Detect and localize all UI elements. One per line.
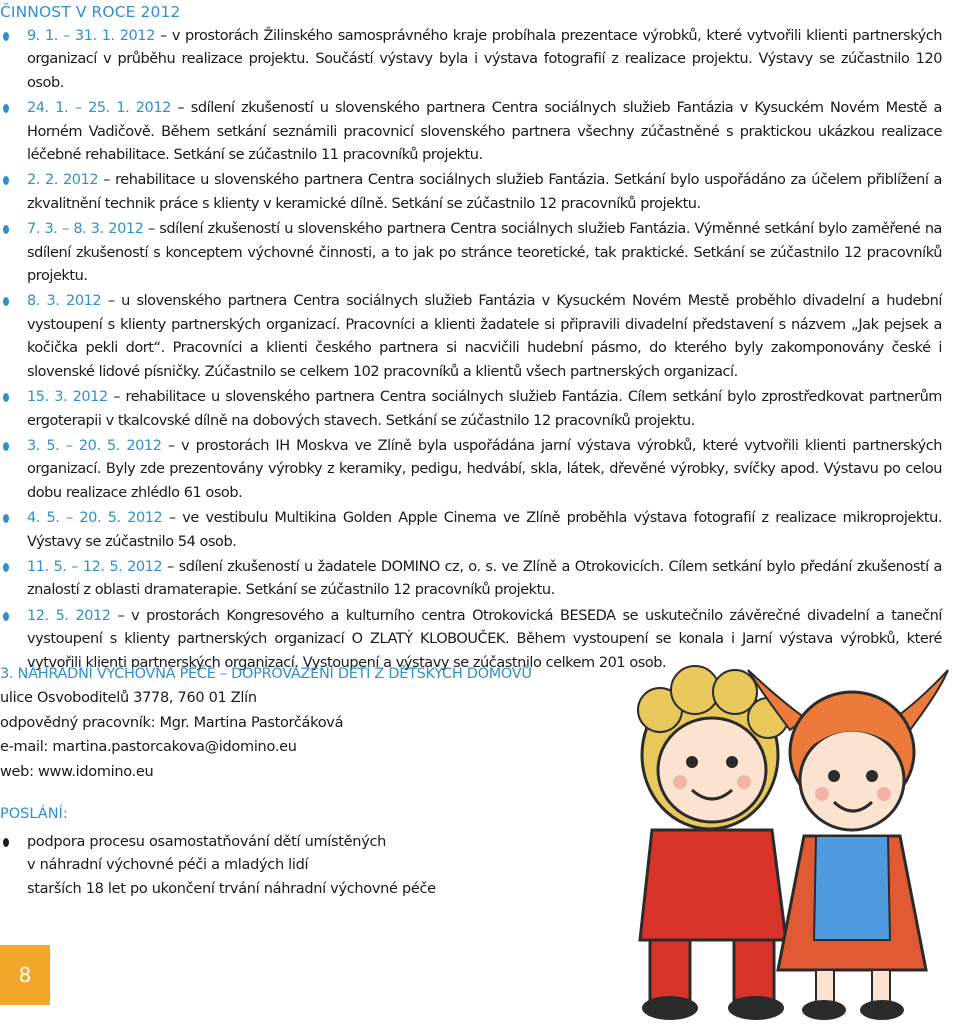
event-text: – sdílení zkušeností u slovenského partnera Centra sociálnych služieb Fantázia v Kysuckém Novém Mestě a Horném Vadičově. Během setkání seznámili pracovnicí slovenského partnera všechny zúčastněné s praktickou ukázkou realizace léčebné rehabilitace. Setkání se zúčastnilo 11 pracovníků projektu. <box>27 100 942 164</box>
list-item <box>0 290 942 384</box>
list-item <box>0 218 942 288</box>
event-text: – sdílení zkušeností u slovenského partnera Centra sociálnych služieb Fantázia. Výměnné setkání bylo zaměřené na sdílení zkušeností s konceptem výchovné činnosti, a to jak po stránce teoretické, tak praktické. Setkání se zúčastnilo 12 pracovníků projektu. <box>27 221 942 285</box>
events-list <box>0 25 942 677</box>
list-item <box>0 435 942 505</box>
event-date: 7. 3. – 8. 3. 2012 <box>27 221 144 238</box>
mission-line: podpora procesu osamostatňování dětí umístěných <box>27 834 387 850</box>
bullet-icon <box>3 225 9 234</box>
event-date: 24. 1. – 25. 1. 2012 <box>27 100 171 117</box>
mission-heading: POSLÁNÍ: <box>0 806 68 822</box>
mission-line: v náhradní výchovné péči a mladých lidí <box>27 857 309 874</box>
event-text: – sdílení zkušeností u žadatele DOMINO cz, o. s. ve Zlíně a Otrokovicích. Cílem setkání bylo předání zkušeností a znalostí z oblasti dramaterapie. Setkání se zúčastnilo 12 pracovníků projektu. <box>27 558 942 599</box>
event-date: 3. 5. – 20. 5. 2012 <box>27 437 162 454</box>
event-date: 11. 5. – 12. 5. 2012 <box>27 558 163 575</box>
event-text: – v prostorách IH Moskva ve Zlíně byla uspořádána jarní výstava výrobků, které vytvořili klienti partnerských organizací. Byly zde prezentovány výrobky z keramiky, pedigu, hedvábí, skla, látek, dřevěné výrobky, svíčky apod. Výstavu po celou dobu realizace zhlédlo 61 osob. <box>27 437 942 501</box>
page-number: 8 <box>0 945 50 1005</box>
list-item <box>0 556 942 603</box>
list-item <box>0 386 942 433</box>
contact-heading: 3. NÁHRADNÍ VÝCHOVNÁ PÉČE – DOPROVÁZENÍ DĚTÍ Z DĚTSKÝCH DOMOVŮ <box>0 666 532 682</box>
event-date: 8. 3. 2012 <box>27 293 102 310</box>
event-text: – rehabilitace u slovenského partnera Centra sociálnych služieb Fantázia. Cílem setkání bylo zprostředkovat partnerům ergoterapii v tkalcovské dílně na dobových stavech. Setkání se zúčastnilo 12 pracovníků projektu. <box>27 389 942 429</box>
event-text: – rehabilitace u slovenského partnera Centra sociálnych služieb Fantázia. Setkání bylo uspořádáno za účelem přiblížení a zkvalitnění technik práce s klienty v keramické dílně. Setkání se zúčastnilo 12 pracovníků projektu. <box>27 172 942 212</box>
event-date: 15. 3. 2012 <box>27 389 108 406</box>
mission-list <box>0 831 600 901</box>
event-text: – ve vestibulu Multikina Golden Apple Cinema ve Zlíně proběhla výstava fotografií z realizace mikroprojektu. Výstavy se zúčastnilo 54 osob. <box>27 510 942 550</box>
bullet-icon <box>3 442 9 451</box>
event-text: – u slovenského partnera Centra sociálnych služieb Fantázia v Kysuckém Novém Mestě proběhlo divadelní a hudební vystoupení s klienty partnerských organizací. Pracovníci a klienti žadatele si připravili divadelní představení s názvem „Jak pejsek a kočička pekli dort“. Pracovníci a klienti českého partnera si nacvičili hudební pásmo, do kterého byly zakomponovány české i slovenské lidové písničky. Zúčastnilo se celkem 102 pracovníků a klientů všech partnerských organizací. <box>27 293 942 380</box>
bullet-icon <box>3 104 9 113</box>
bullet-icon <box>3 514 9 523</box>
section-title: ČINNOST V ROCE 2012 <box>0 3 181 21</box>
event-date: 12. 5. 2012 <box>27 607 111 624</box>
event-date: 4. 5. – 20. 5. 2012 <box>27 510 163 527</box>
bullet-icon <box>3 612 9 621</box>
bullet-icon <box>3 32 9 41</box>
contact-address: ulice Osvoboditelů 3778, 760 01 Zlín <box>0 690 257 707</box>
bullet-icon <box>3 838 9 847</box>
bullet-icon <box>3 563 9 572</box>
contact-email[interactable]: e-mail: martina.pastorcakova@idomino.eu <box>0 739 297 756</box>
contact-worker: odpovědný pracovník: Mgr. Martina Pastorčáková <box>0 714 344 731</box>
bullet-icon <box>3 297 9 306</box>
list-item <box>0 169 942 216</box>
mission-line: starších 18 let po ukončení trvání náhradní výchovné péče <box>27 880 436 897</box>
contact-web[interactable]: web: www.idomino.eu <box>0 763 154 780</box>
list-item <box>0 25 942 95</box>
bullet-icon <box>3 393 9 402</box>
event-text: – v prostorách Kongresového a kulturního centra Otrokovická BESEDA se uskutečnilo závěrečné divadelní a taneční vystoupení s klienty partnerských organizací O ZLATÝ KLOBOUČEK. Během vystoupení se konala i Jarní výstava výrobků, které vytvořili klienti partnerských organizací. Vystoupení a výstavy se zúčastnilo celkem 201 osob. <box>27 607 942 671</box>
event-date: 2. 2. 2012 <box>27 172 99 189</box>
contact-block <box>0 662 560 784</box>
list-item <box>0 507 942 554</box>
event-date: 9. 1. – 31. 1. 2012 <box>27 28 155 44</box>
children-illustration <box>590 640 950 1030</box>
list-item <box>0 97 942 167</box>
event-text: – v prostorách Žilinského samosprávného kraje probíhala prezentace výrobků, které vytvořili klienti partnerských organizací v průběhu realizace projektu. Součástí výstavy byla i výstava fotografií z realizace projektu. Výstavy se zúčastnilo 120 osob. <box>27 28 942 91</box>
list-item <box>0 831 600 901</box>
boy-figure <box>638 666 788 1020</box>
bullet-icon <box>3 176 9 185</box>
